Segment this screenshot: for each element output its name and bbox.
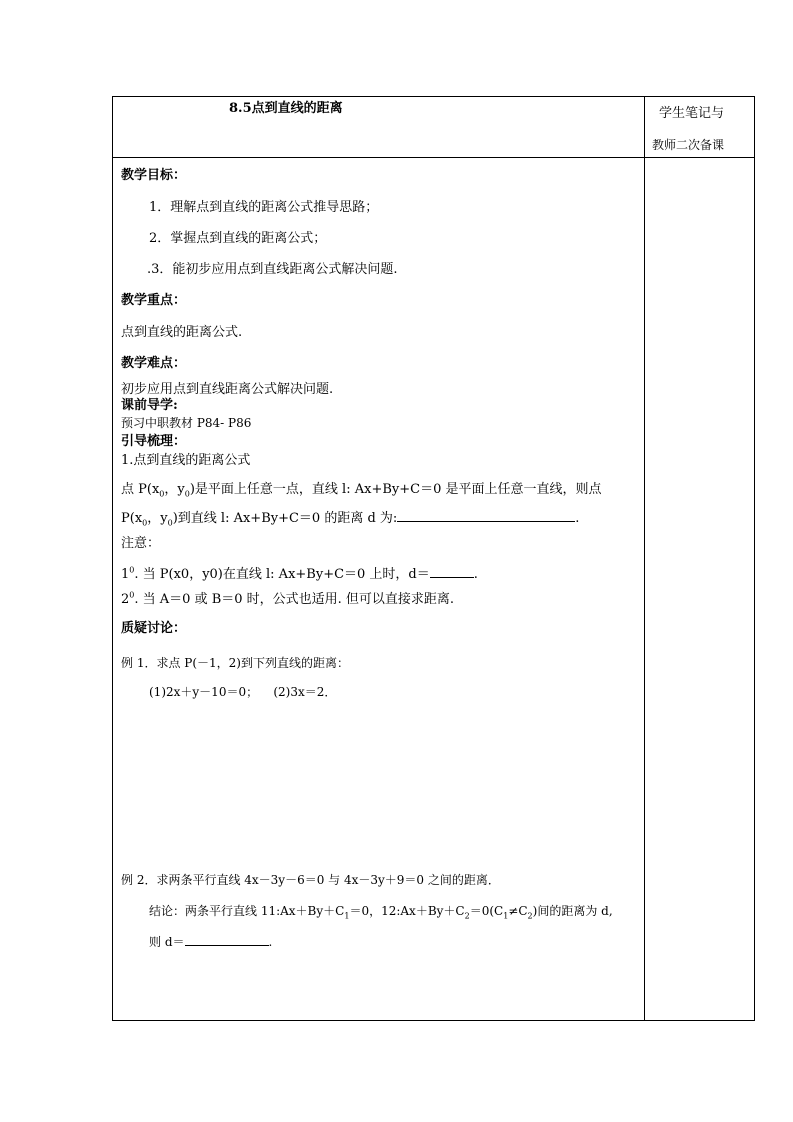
difficulty-text: 初步应用点到直线距离公式解决问题. bbox=[121, 382, 334, 397]
note-1-blank[interactable] bbox=[430, 565, 474, 578]
lesson-title: 8.5点到直线的距离 bbox=[229, 101, 343, 116]
conclusion-result: 则 d＝ . bbox=[149, 935, 273, 949]
formula-intro-line2: $P(x_0$，$y_0$)到直线 l: Ax+By+C＝0 的距离 d 为: . bbox=[121, 511, 580, 528]
note-2: $2^0$. 当 A＝0 或 B＝0 时，公式也适用. 但可以直接求距离. bbox=[121, 590, 455, 607]
example-1: 例 1．求点 P(－1，2)到下列直线的距离： bbox=[121, 656, 349, 670]
keypoint-text: 点到直线的距离公式. bbox=[121, 325, 243, 340]
side-header-line2: 教师二次备课 bbox=[652, 138, 725, 152]
preview-text: 预习中职教材 P84- P86 bbox=[121, 416, 252, 430]
preview-heading: 课前导学: bbox=[121, 398, 178, 413]
distance-formula-blank[interactable] bbox=[397, 509, 575, 522]
goal-item-1: 1．理解点到直线的距离公式推导思路； bbox=[149, 200, 379, 215]
column-divider bbox=[644, 97, 645, 1020]
example-2: 例 2．求两条平行直线 4x－3y－6＝0 与 4x－3y＋9＝0 之间的距离． bbox=[121, 873, 500, 887]
formula-intro-line1: 点 $P(x_0$，$y_0$)是平面上任意一点，直线 l: Ax+By+C＝0 是平面上任意一直线，则点 bbox=[121, 482, 602, 499]
discussion-heading: 质疑讨论： bbox=[121, 621, 187, 636]
note-1: $1^0$. 当 P(x0，y0)在直线 l: Ax+By+C＝0 上时，d＝ . bbox=[121, 565, 478, 582]
example-1-items: (1)2x＋y－10＝0； (2)3x＝2． bbox=[149, 685, 337, 699]
guide-heading: 引导梳理： bbox=[121, 434, 187, 449]
header-divider bbox=[113, 157, 754, 158]
note-label: 注意： bbox=[121, 536, 161, 551]
difficulty-heading: 教学难点： bbox=[121, 356, 187, 371]
conclusion: 结论：两条平行直线 $11:Ax+By+C_1=0$，$12:Ax+By+C_2=0(C_1\ne C_2)$间的距离为 d, bbox=[149, 904, 613, 921]
lesson-plan-table bbox=[112, 96, 755, 1021]
goal-item-3: .3．能初步应用点到直线距离公式解决问题. bbox=[147, 262, 398, 277]
guide-subheading: 1.点到直线的距离公式 bbox=[121, 453, 251, 468]
keypoint-heading: 教学重点： bbox=[121, 293, 187, 308]
side-header-line1: 学生笔记与 bbox=[659, 106, 725, 121]
goals-heading: 教学目标： bbox=[121, 168, 187, 183]
goal-item-2: 2．掌握点到直线的距离公式； bbox=[149, 231, 327, 246]
parallel-distance-blank[interactable] bbox=[185, 933, 269, 946]
